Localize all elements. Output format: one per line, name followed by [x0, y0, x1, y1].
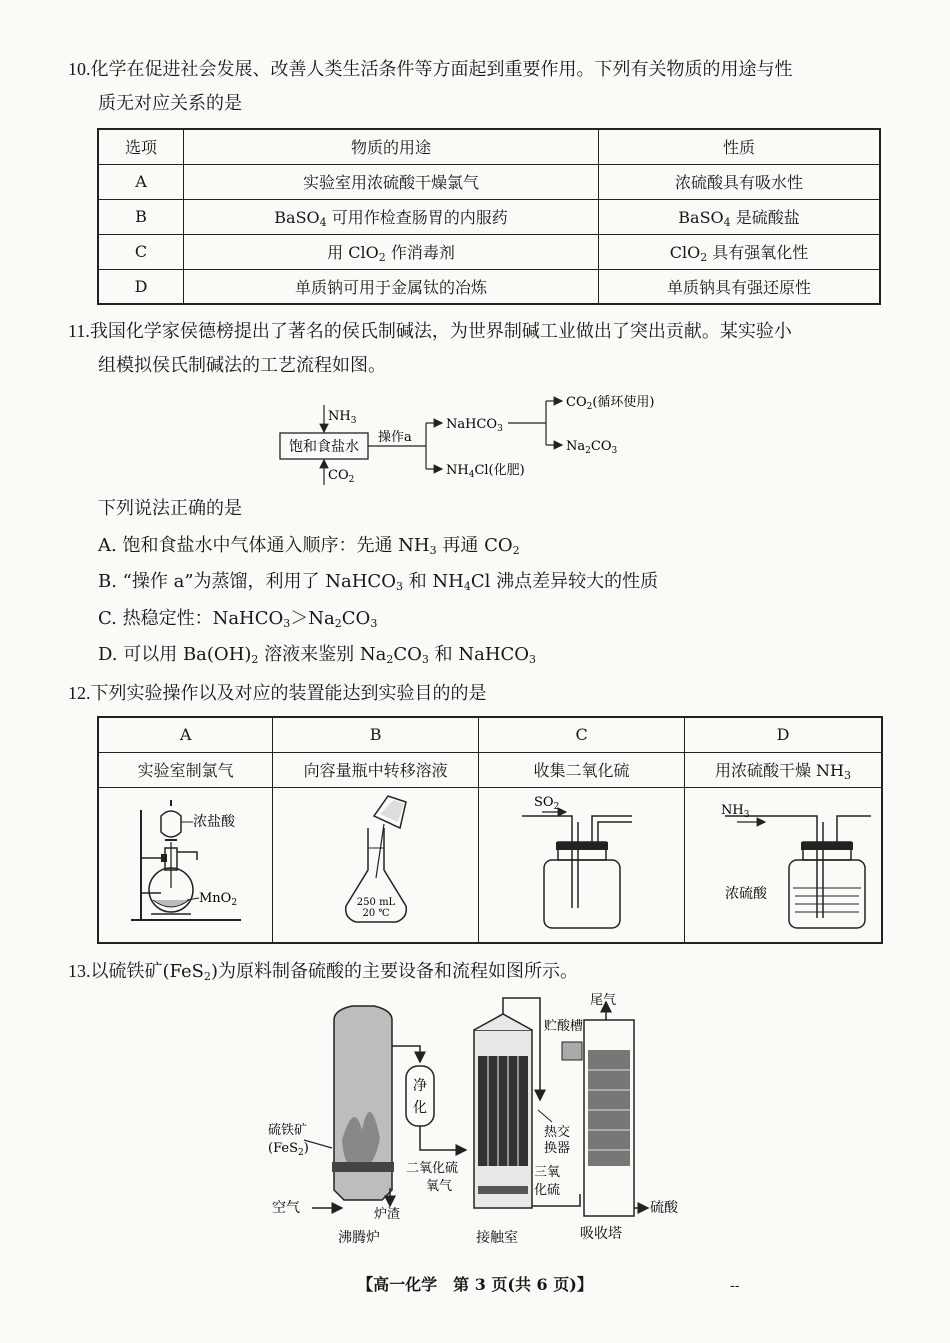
- tail-gas-label: 尾气: [590, 993, 617, 1008]
- header-d: D: [685, 717, 883, 752]
- option-c: C. 热稳定性：$NaHCO_3>Na_2CO_3$: [98, 608, 378, 630]
- so3-label-2: 化硫: [534, 1183, 561, 1198]
- slag-label: 炉渣: [374, 1207, 401, 1222]
- option-b: B. “操作 a”为蒸馏，利用了 NaHCO$_3$ 和 $NH_4Cl$ 沸点差异较大的性质: [98, 571, 659, 593]
- nh3-drying-apparatus: [685, 788, 881, 938]
- row-option: C: [98, 234, 184, 269]
- so2-o2-label-1: 二氧化硫: [406, 1161, 459, 1176]
- so2-o2-label-2: 氧气: [426, 1179, 453, 1194]
- header-option: 选项: [98, 129, 184, 164]
- mno2-label: MnO$_2$: [198, 890, 237, 908]
- nh3-input-label: $NH_3$: [328, 409, 357, 426]
- question-13-stem: 13.以硫铁矿(FeS$_2$)为原料制备硫酸的主要设备和流程如图所示。: [68, 961, 579, 983]
- row-property: 浓硫酸具有吸水性: [599, 164, 881, 199]
- contact-chamber-label: 接触室: [476, 1230, 518, 1246]
- option-a: A. 饱和食盐水中气体通入顺序：先通 $NH_3$ 再通 $CO_2$: [98, 535, 520, 557]
- pyrite-label-2: (FeS$_2$): [268, 1141, 309, 1158]
- table-row: [98, 752, 882, 787]
- apparatus-d-cell: [685, 787, 883, 943]
- question-11: [68, 314, 890, 383]
- question-10-stem-line1: 10.化学在促进社会发展、改善人类生活条件等方面起到重要作用。下列有关物质的用途与性: [68, 59, 793, 80]
- apparatus-b-cell: [273, 787, 479, 943]
- co2-input-label: $CO_2$: [328, 468, 355, 485]
- absorption-tower-label: 吸收塔: [580, 1226, 622, 1242]
- volumetric-flask-apparatus: [276, 788, 476, 938]
- heat-exchanger-label-2: 换器: [544, 1141, 571, 1156]
- question-12: [68, 676, 890, 711]
- table-header-row: [98, 717, 882, 752]
- table-row: [98, 199, 880, 234]
- question-12-table: [97, 716, 883, 944]
- apparatus-c-cell: [479, 787, 685, 943]
- row-use: 单质钠可用于金属钛的冶炼: [184, 269, 599, 304]
- air-label: 空气: [272, 1200, 300, 1216]
- apparatus-a-cell: [98, 787, 273, 943]
- na2co3-label: $Na_2CO_3$: [566, 439, 618, 456]
- table-row: [98, 164, 880, 199]
- header-use: 物质的用途: [184, 129, 599, 164]
- nh4cl-label: $NH_4Cl$(化肥): [446, 463, 525, 480]
- pyrite-label-1: 硫铁矿: [268, 1123, 308, 1138]
- conc-h2so4-label: 浓硫酸: [725, 885, 767, 902]
- purifier-label-2: 化: [413, 1100, 427, 1116]
- sulfuric-acid-process-diagram: [262, 990, 702, 1248]
- row-property: 单质钠具有强还原性: [599, 269, 881, 304]
- row-use: BaSO$_4$ 可用作检查肠胃的内服药: [184, 199, 599, 234]
- header-a: A: [98, 717, 273, 752]
- table-row: [98, 269, 880, 304]
- question-12-stem: 12.下列实验操作以及对应的装置能达到实验目的的是: [68, 683, 487, 704]
- option-d: D. 可以用 $Ba(OH)_2$ 溶液来鉴别 $Na_2CO_3$ 和 NaHCO$_3$: [98, 644, 537, 666]
- row-property: ClO$_2$ 具有强氧化性: [599, 234, 881, 269]
- row-use: 用 ClO$_2$ 作消毒剂: [184, 234, 599, 269]
- so2-inlet-label: $SO_2$: [533, 794, 559, 812]
- table-row-apparatus: [98, 787, 882, 943]
- brine-label: 饱和食盐水: [289, 439, 359, 455]
- sulfuric-acid-label: 硫酸: [650, 1200, 678, 1216]
- purpose-c: 收集二氧化硫: [479, 752, 685, 787]
- purifier-label-1: 净: [413, 1078, 427, 1094]
- operation-a-label: 操作a: [378, 430, 412, 445]
- so2-collection-apparatus: [482, 788, 682, 938]
- question-10-stem-line2: 质无对应关系的是: [98, 93, 242, 114]
- row-use: 实验室用浓硫酸干燥氯气: [184, 164, 599, 199]
- corner-mark: --: [730, 1278, 740, 1294]
- table-header-row: [98, 129, 880, 164]
- row-option: A: [98, 164, 184, 199]
- co2-recycle-label: $CO_2$(循环使用): [566, 395, 655, 412]
- question-10: [68, 52, 890, 121]
- page-footer: 【高一化学 第 3 页(共 6 页)】: [357, 1275, 593, 1294]
- purpose-d: 用浓硫酸干燥 $NH_3$: [685, 752, 883, 787]
- question-13: [68, 954, 890, 994]
- row-option: B: [98, 199, 184, 234]
- conc-hcl-label: 浓盐酸: [192, 813, 235, 830]
- furnace-label: 沸腾炉: [338, 1230, 380, 1246]
- question-11-stem-line2: 组模拟侯氏制碱法的工艺流程如图。: [98, 355, 386, 376]
- question-11-stem-line1: 11.我国化学家侯德榜提出了著名的侯氏制碱法，为世界制碱工业做出了突出贡献。某实验小: [68, 321, 792, 342]
- question-10-table: [97, 128, 881, 305]
- heat-exchanger-label-1: 热交: [544, 1125, 571, 1140]
- so3-label-1: 三氧: [534, 1165, 561, 1180]
- chlorine-generator-apparatus: [101, 788, 271, 938]
- flask-temp-label: 20 ℃: [362, 907, 390, 919]
- header-property: 性质: [599, 129, 881, 164]
- purpose-b: 向容量瓶中转移溶液: [273, 752, 479, 787]
- header-b: B: [273, 717, 479, 752]
- purpose-a: 实验室制氯气: [98, 752, 273, 787]
- row-property: BaSO$_4$ 是硫酸盐: [599, 199, 881, 234]
- flask-volume-label: 250 mL: [356, 896, 395, 908]
- question-11-prompt: 下列说法正确的是: [98, 498, 242, 519]
- hou-process-flow-diagram: [270, 385, 690, 490]
- nahco3-label: NaHCO$_3$: [446, 417, 503, 434]
- nh3-inlet-label: $NH_3$: [721, 802, 750, 820]
- header-c: C: [479, 717, 685, 752]
- table-row: [98, 234, 880, 269]
- acid-tank-label: 贮酸槽: [544, 1019, 584, 1034]
- row-option: D: [98, 269, 184, 304]
